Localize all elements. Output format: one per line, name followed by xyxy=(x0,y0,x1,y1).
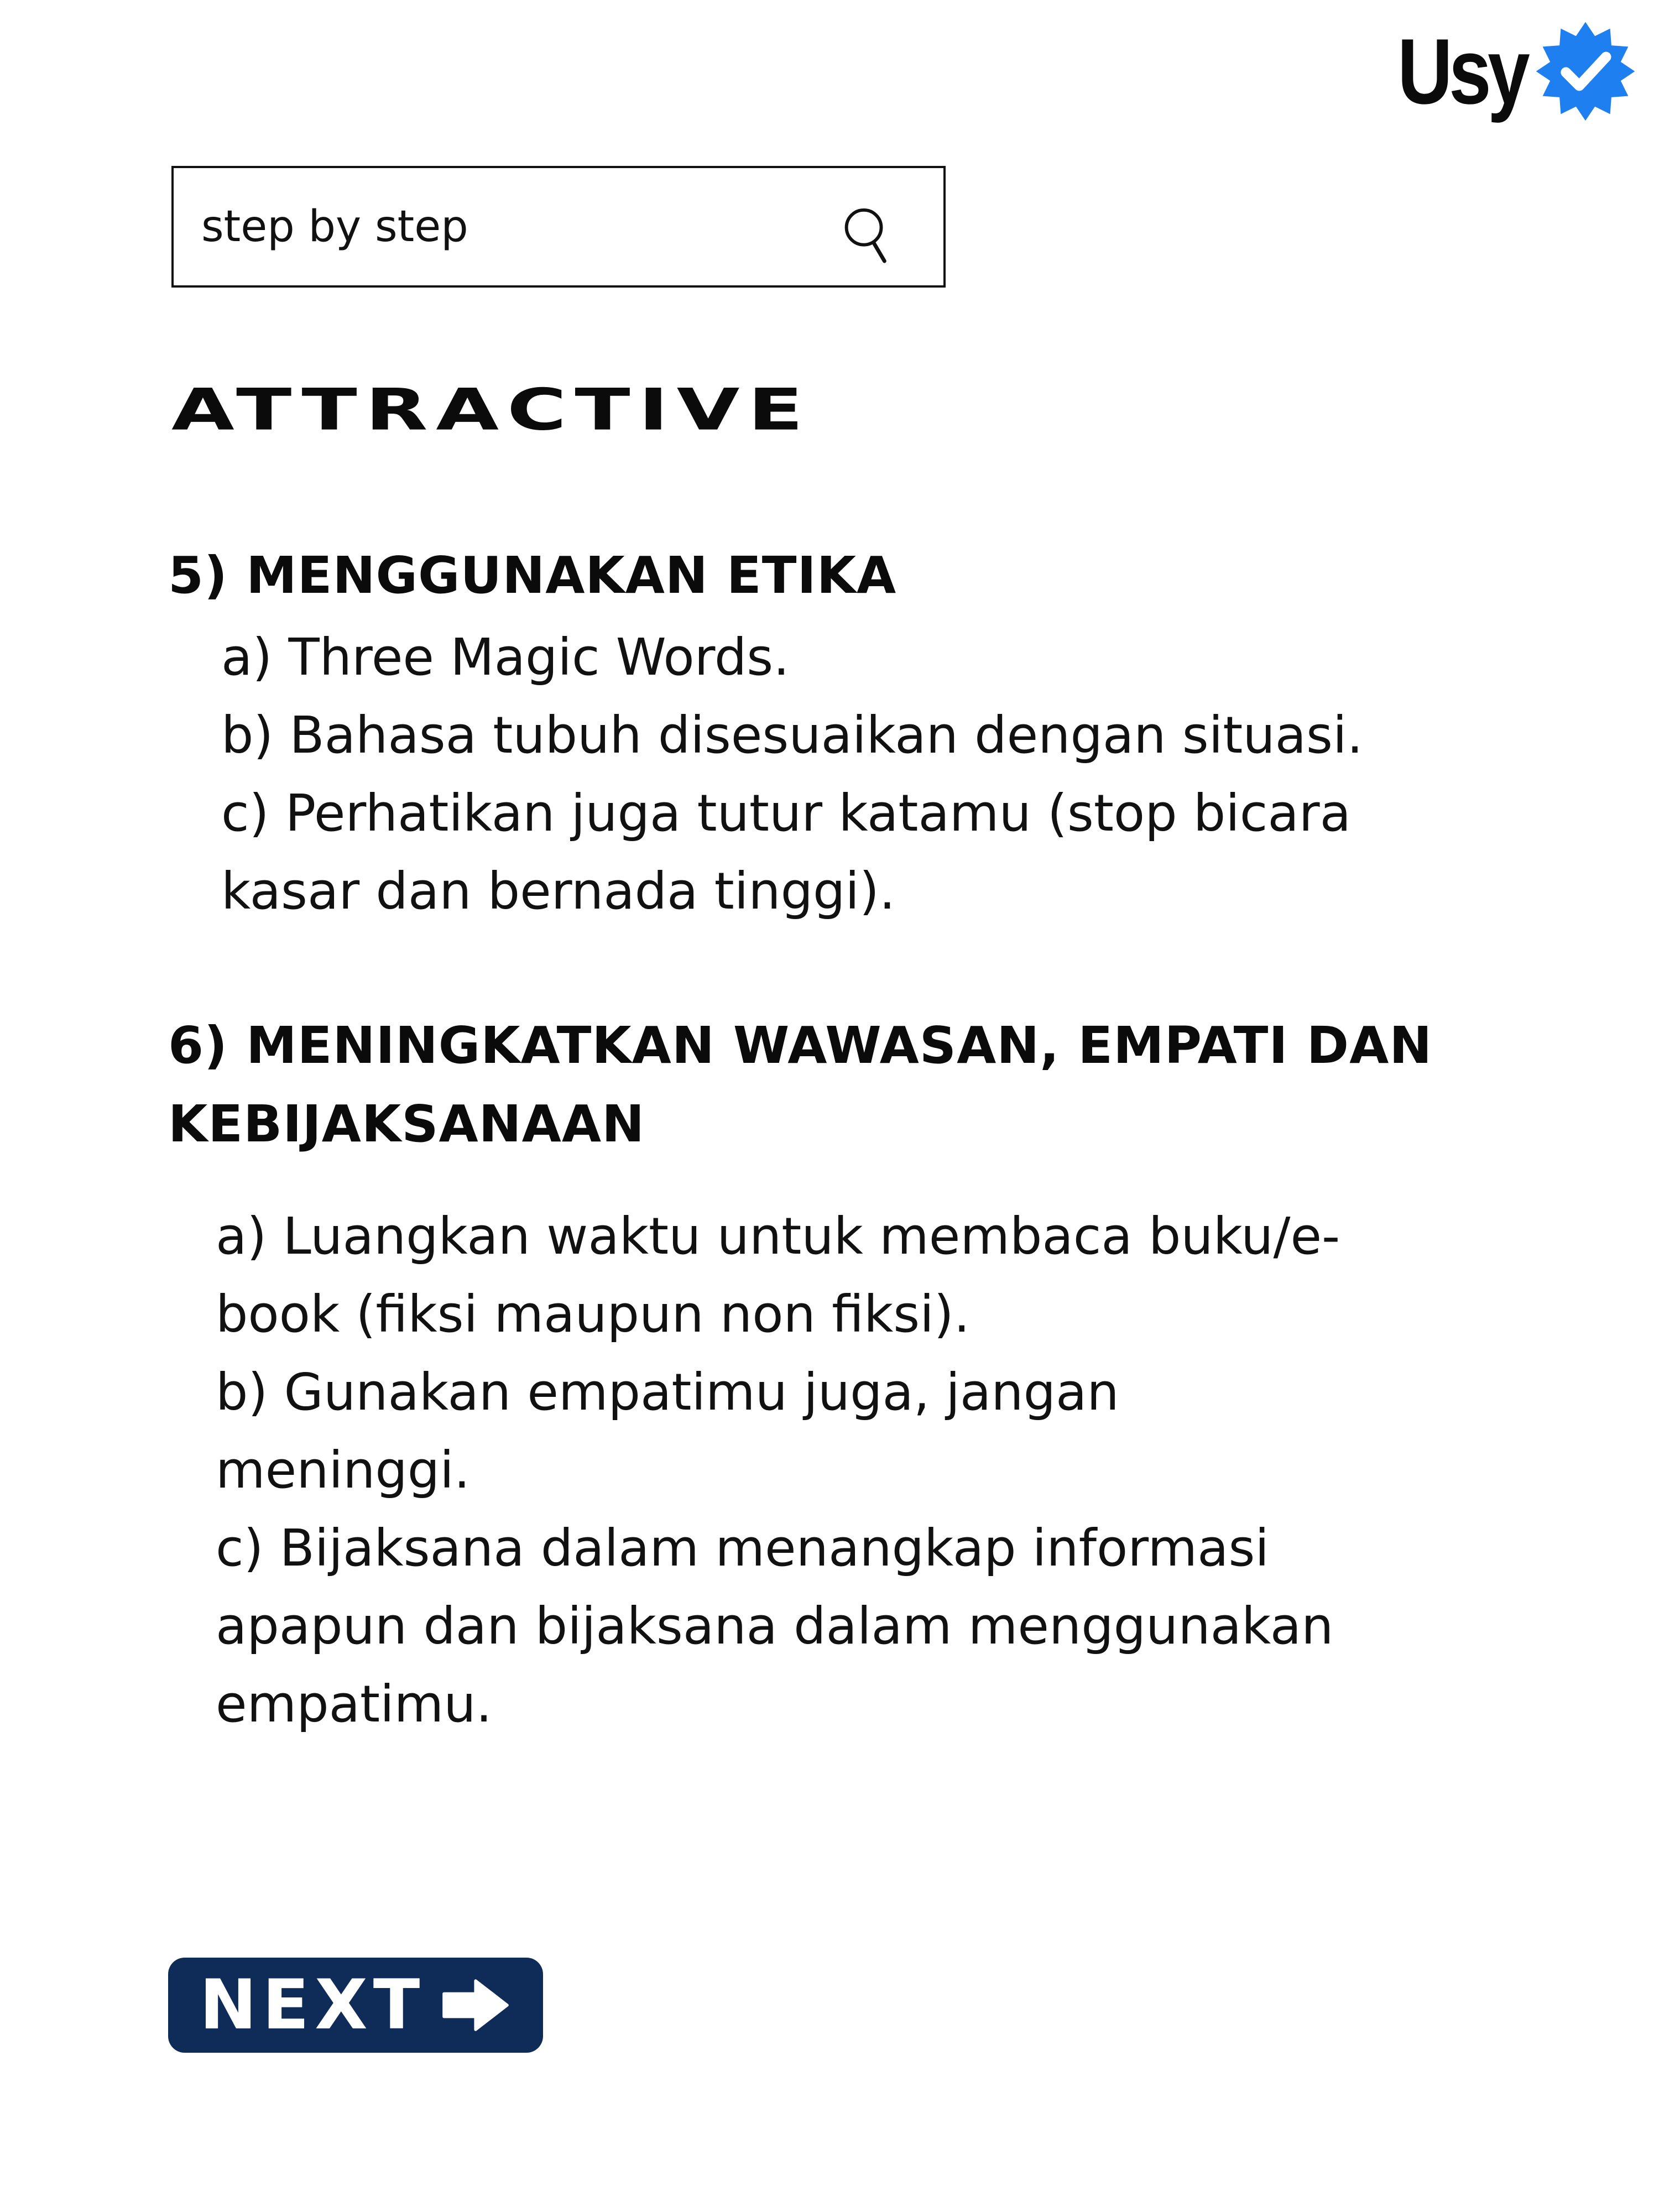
brand-name: Usy xyxy=(1397,19,1526,123)
arrow-right-icon xyxy=(440,1976,512,2034)
search-icon[interactable] xyxy=(839,205,893,265)
list-item: a) Luangkan waktu untuk membaca buku/e- xyxy=(216,1207,1340,1266)
section-5-heading: 5) MENGGUNAKAN ETIKA xyxy=(168,546,897,605)
search-input[interactable] xyxy=(201,168,865,285)
section-6-heading xyxy=(168,1006,1432,1164)
section-title: ATTRACTIVE xyxy=(171,377,812,444)
search-box xyxy=(171,166,946,288)
list-item: kasar dan bernada tinggi). xyxy=(221,862,896,921)
list-item: c) Perhatikan juga tutur katamu (stop bicara xyxy=(221,784,1351,843)
verified-badge-icon xyxy=(1534,20,1637,123)
next-button[interactable] xyxy=(168,1958,543,2053)
list-item: meninggi. xyxy=(216,1441,470,1500)
brand-logo xyxy=(1369,20,1637,123)
next-label: NEXT xyxy=(199,1965,426,2045)
list-item: apapun dan bijaksana dalam menggunakan xyxy=(216,1597,1334,1656)
list-item: a) Three Magic Words. xyxy=(221,628,790,687)
section-5-list xyxy=(221,618,1537,930)
list-item: b) Gunakan empatimu juga, jangan xyxy=(216,1363,1119,1422)
list-item: empatimu. xyxy=(216,1674,492,1734)
list-item: c) Bijaksana dalam menangkap informasi xyxy=(216,1519,1269,1578)
section-6-heading-line: 6) MENINGKATKAN WAWASAN, EMPATI DAN xyxy=(168,1016,1433,1075)
list-item: book (fiksi maupun non fiksi). xyxy=(216,1285,970,1344)
section-6-list xyxy=(216,1197,1499,1743)
list-item: b) Bahasa tubuh disesuaikan dengan situasi. xyxy=(221,706,1363,765)
section-6-heading-line: KEBIJAKSANAAN xyxy=(168,1094,645,1154)
